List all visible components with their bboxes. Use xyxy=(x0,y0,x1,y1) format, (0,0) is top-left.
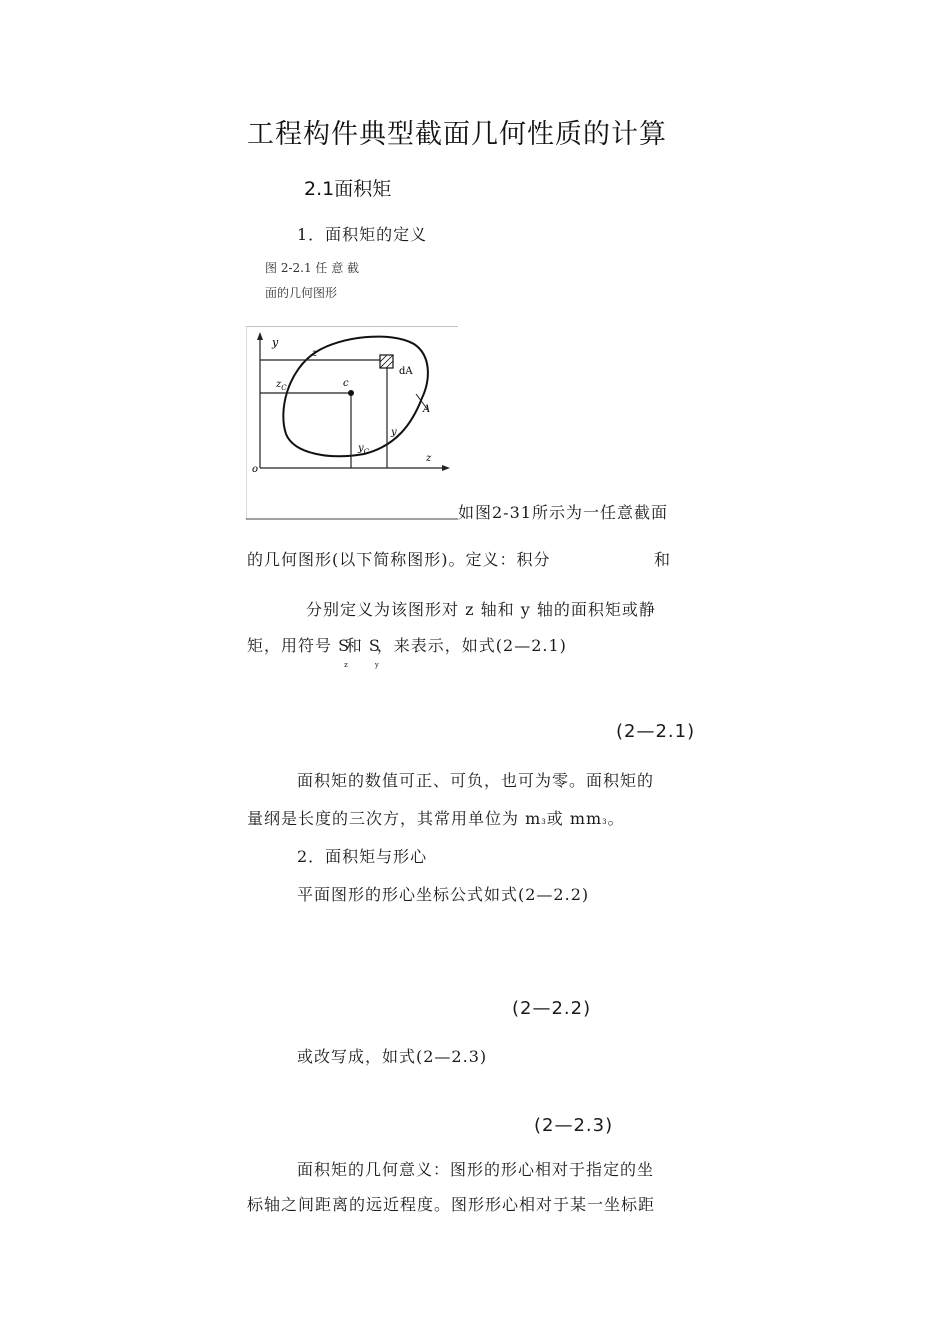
centroid-point xyxy=(348,390,354,396)
svg-text:c: c xyxy=(343,378,349,389)
svg-text:o: o xyxy=(252,464,259,475)
cross-section-figure xyxy=(246,326,458,520)
svg-text:z: z xyxy=(312,348,318,359)
page-title: 工程构件典型截面几何性质的计算 xyxy=(247,119,667,150)
para3-line2: 量纲是长度的三次方，其常用单位为 m3或 mm3。 xyxy=(247,809,625,828)
subheading-definition: 1．面积矩的定义 xyxy=(297,225,428,244)
svg-text:y: y xyxy=(272,336,279,349)
svg-text:yC: $y_C$ xyxy=(358,443,370,456)
figure-caption-line2: 面的几何图形 xyxy=(265,286,338,300)
svg-text:y: y xyxy=(391,427,397,438)
para4: 平面图形的形心坐标公式如式(2—2.2) xyxy=(297,885,590,904)
para3-line1: 面积矩的数值可正、可负，也可为零。面积矩的 xyxy=(297,771,655,790)
para6-line2: 标轴之间距离的远近程度。图形形心相对于某一坐标距 xyxy=(247,1195,656,1214)
subheading-centroid: 2．面积矩与形心 xyxy=(297,847,428,866)
svg-text:zC: $z_C$ xyxy=(276,379,287,392)
figure-caption-line1: 图 2-2.1 任 意 截 xyxy=(265,261,360,275)
equation-number-2: (2—2.2) xyxy=(512,998,592,1019)
arbitrary-shape-outline xyxy=(283,337,431,457)
para1-line2-and: 和 xyxy=(654,550,672,569)
equation-number-3: (2—2.3) xyxy=(534,1115,614,1136)
svg-text:A: A xyxy=(423,404,431,415)
para1-line2: 的几何图形(以下简称图形)。定义：积分 xyxy=(247,550,551,569)
para1-line1: 如图2-31所示为一任意截面 xyxy=(458,503,668,522)
equation-number-1: (2—2.1) xyxy=(616,721,696,742)
para2-line1: 分别定义为该图形对 z 轴和 y 轴的面积矩或静 xyxy=(306,600,656,619)
section-heading: 2.1面积矩 xyxy=(304,178,392,200)
svg-text:z: z xyxy=(426,453,432,464)
para2-line2: 矩，用符号 $S_z$和 $S_y$，来表示，如式(2—2.1) xyxy=(247,636,567,669)
svg-text:dA: dA xyxy=(399,366,413,377)
para6-line1: 面积矩的几何意义：图形的形心相对于指定的坐 xyxy=(297,1160,655,1179)
para5: 或改写成，如式(2—2.3) xyxy=(297,1047,488,1066)
